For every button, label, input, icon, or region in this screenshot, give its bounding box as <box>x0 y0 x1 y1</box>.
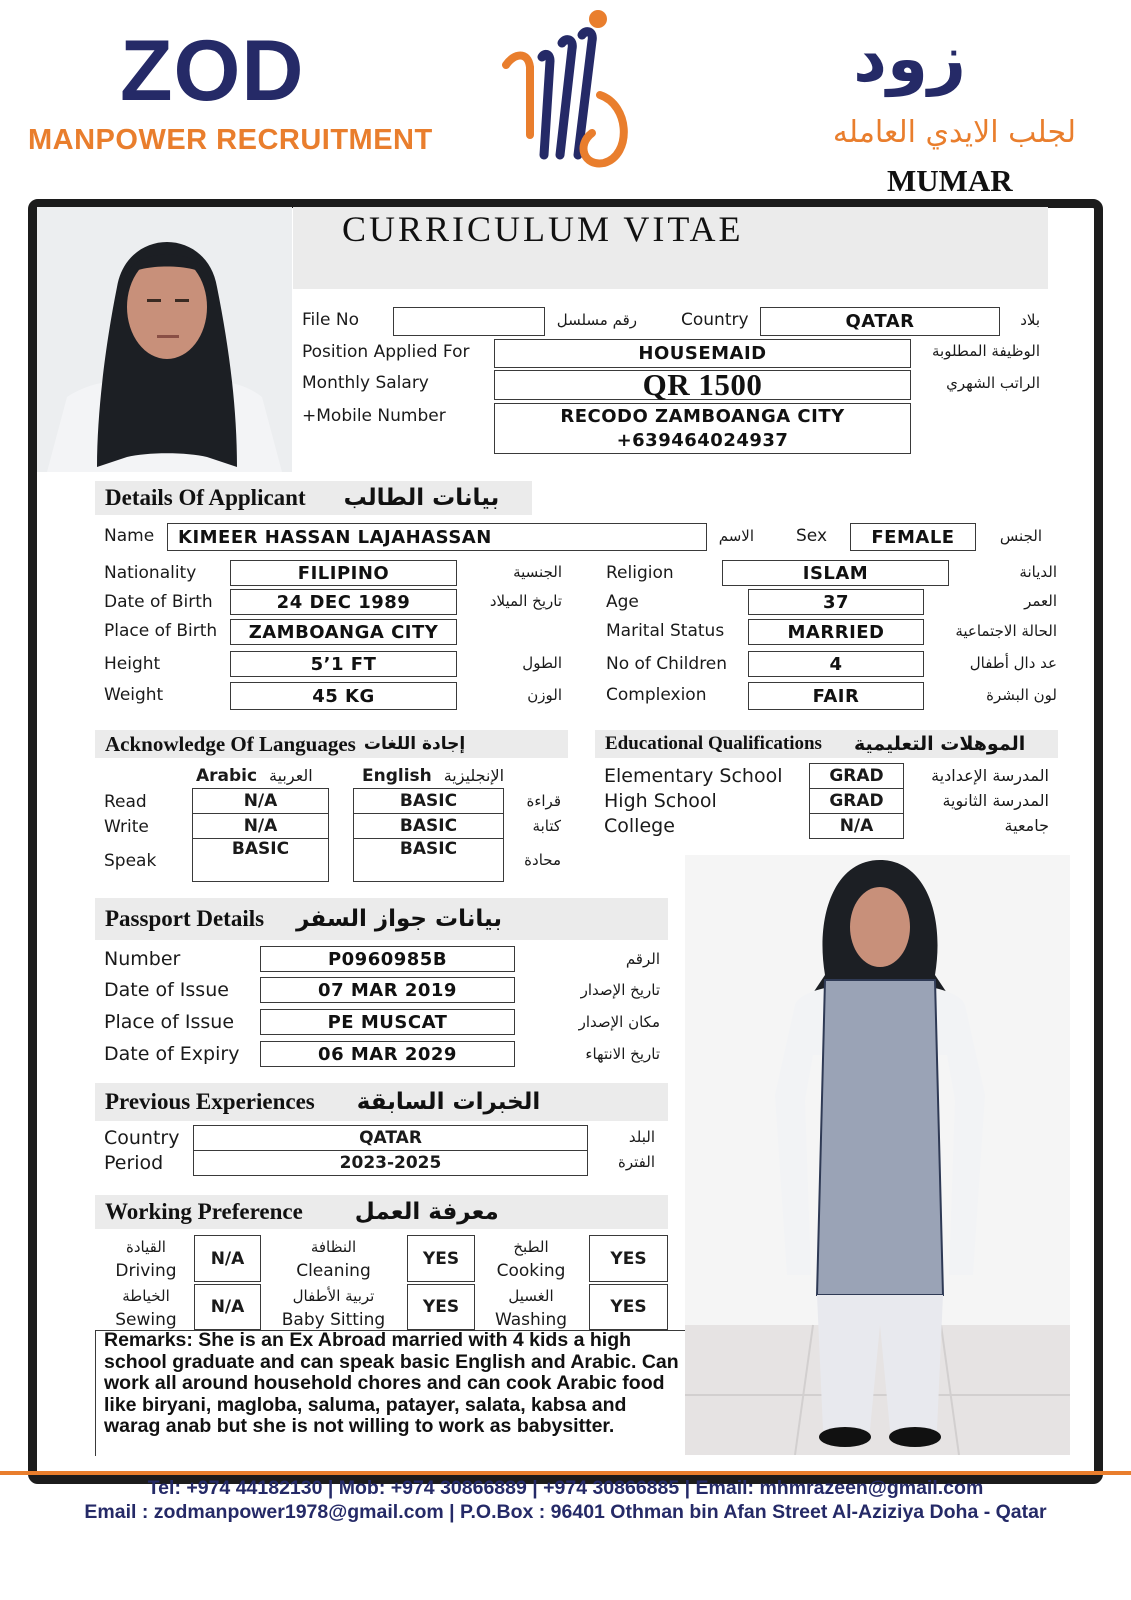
complexion-label-arabic: لون البشرة <box>986 686 1057 704</box>
experience-heading: Previous Experiences <box>105 1089 315 1114</box>
age-label-arabic: العمر <box>1024 592 1057 610</box>
applicant-section-header <box>95 481 532 515</box>
birthplace-label: Place of Birth <box>104 621 218 641</box>
footer-contact-line: Tel: +974 44182130 | Mob: +974 30866889 | +974 30866885 | Email: mhmrazeen@gmail.com <box>147 1477 984 1499</box>
experience-section-header <box>95 1083 668 1121</box>
name-label: Name <box>104 526 155 546</box>
experience-country-label: Country <box>104 1127 180 1149</box>
weight-label: Weight <box>104 685 164 705</box>
elementary-label: Elementary School <box>604 765 783 787</box>
experience-country-label-arabic: البلد <box>628 1128 655 1146</box>
college-label-arabic: جامعية <box>1004 816 1049 835</box>
cooking-value: YES <box>589 1235 668 1282</box>
country-label-arabic: بلاد <box>1020 311 1040 329</box>
experience-period-label-arabic: الفترة <box>618 1153 655 1171</box>
sex-label: Sex <box>796 526 828 546</box>
brand-name: ZOD <box>120 23 305 119</box>
arabic-col-label-arabic: العربية <box>269 766 313 785</box>
passport-section-header <box>95 898 668 940</box>
english-speak-value: BASIC <box>399 839 458 859</box>
weight-label-arabic: الوزن <box>527 686 562 704</box>
preference-heading-arabic: معرفة العمل <box>354 1199 499 1225</box>
nationality-field: FILIPINO <box>230 560 457 586</box>
speak-label: Speak <box>104 851 157 871</box>
arabic-speak-value: BASIC <box>231 839 290 859</box>
mobile-address: RECODO ZAMBOANGA CITY <box>560 405 845 427</box>
issue-date-field: 07 MAR 2019 <box>260 977 515 1003</box>
languages-section-header <box>95 730 568 758</box>
file-no-label: File No <box>302 310 359 330</box>
sex-field: FEMALE <box>850 523 976 551</box>
languages-heading: Acknowledge Of Languages <box>105 731 356 756</box>
name-label-arabic: الاسم <box>718 527 754 545</box>
brand-name-arabic: زود <box>853 20 966 97</box>
issue-date-label: Date of Issue <box>104 979 229 1001</box>
salary-label: Monthly Salary <box>302 373 429 393</box>
position-field: HOUSEMAID <box>494 339 911 368</box>
age-field: 37 <box>748 589 924 615</box>
cooking-label: Cooking <box>496 1261 566 1281</box>
file-no-label-arabic: رقم مسلسل <box>556 311 637 329</box>
cleaning-value: YES <box>407 1235 475 1282</box>
height-label-arabic: الطول <box>522 654 562 672</box>
applicant-full-photo <box>685 855 1070 1455</box>
birthplace-field: ZAMBOANGA CITY <box>230 619 457 645</box>
name-field: KIMEER HASSAN LAJAHASSAN <box>167 523 707 551</box>
washing-value: YES <box>589 1284 668 1330</box>
cooking-label-arabic: الطبخ <box>513 1238 549 1256</box>
education-heading: Educational Qualifications <box>605 733 822 754</box>
preference-section-header <box>95 1195 668 1229</box>
position-label-arabic: الوظيفة المطلوبة <box>932 342 1040 360</box>
elementary-value: GRAD <box>810 764 903 789</box>
preference-heading: Working Preference <box>105 1199 303 1224</box>
footer-divider <box>0 1471 1131 1475</box>
english-col-label-arabic: الإنجليزية <box>443 766 505 785</box>
religion-field: ISLAM <box>722 560 949 586</box>
agent-name: MUMAR <box>887 163 1013 198</box>
complexion-label: Complexion <box>606 685 707 705</box>
salary-field: QR 1500 <box>494 370 911 400</box>
weight-field: 45 KG <box>230 682 457 710</box>
issue-place-label-arabic: مكان الإصدار <box>578 1013 660 1031</box>
children-label-arabic: عد دال أطفال <box>969 654 1057 672</box>
passport-number-label: Number <box>104 948 181 970</box>
children-field: 4 <box>748 651 924 677</box>
sewing-label: Sewing <box>115 1310 177 1330</box>
position-label: Position Applied For <box>302 342 470 362</box>
english-write-value: BASIC <box>354 814 503 839</box>
complexion-field: FAIR <box>748 682 924 710</box>
write-label-arabic: كتابة <box>532 817 561 835</box>
washing-label-arabic: الغسيل <box>508 1287 554 1305</box>
footer-address-line: Email : zodmanpower1978@gmail.com | P.O.Box : 96401 Othman bin Afan Street Al-Aziziya Doha - Qatar <box>84 1501 1047 1523</box>
driving-label-arabic: القيادة <box>126 1238 166 1256</box>
expiry-date-field: 06 MAR 2029 <box>260 1041 515 1067</box>
dob-field: 24 DEC 1989 <box>230 589 457 615</box>
height-field: 5’1 FT <box>230 651 457 677</box>
speak-label-arabic: محادة <box>524 851 561 869</box>
education-section-header <box>595 730 1058 758</box>
country-label: Country <box>681 310 749 330</box>
experience-period-label: Period <box>104 1152 164 1174</box>
driving-label: Driving <box>115 1261 177 1281</box>
children-label: No of Children <box>606 654 728 674</box>
applicant-portrait-photo <box>37 207 292 472</box>
expiry-date-label-arabic: تاريخ الانتهاء <box>585 1045 660 1063</box>
sewing-label-arabic: الخياطة <box>122 1287 170 1305</box>
write-label: Write <box>104 817 149 837</box>
nationality-label: Nationality <box>104 563 197 583</box>
education-heading-arabic: الموهلات التعليمية <box>853 733 1026 755</box>
babysitting-label: Baby Sitting <box>281 1310 386 1330</box>
applicant-heading-arabic: بيانات الطالب <box>343 485 500 511</box>
passport-number-label-arabic: الرقم <box>625 950 660 968</box>
file-no-field <box>393 307 545 336</box>
height-label: Height <box>104 654 161 674</box>
experience-period-value: 2023-2025 <box>339 1152 442 1173</box>
issue-place-label: Place of Issue <box>104 1011 235 1033</box>
country-field: QATAR <box>760 307 1000 336</box>
mobile-label: +Mobile Number <box>302 406 446 426</box>
college-value: N/A <box>839 815 874 836</box>
driving-value: N/A <box>194 1235 261 1282</box>
babysitting-value: YES <box>407 1284 475 1330</box>
marital-field: MARRIED <box>748 619 924 645</box>
expiry-date-label: Date of Expiry <box>104 1043 240 1065</box>
dob-label: Date of Birth <box>104 592 213 612</box>
issue-date-label-arabic: تاريخ الإصدار <box>580 981 660 999</box>
cleaning-label: Cleaning <box>296 1261 371 1281</box>
languages-col-english <box>362 766 504 786</box>
highschool-label-arabic: المدرسة الثانوية <box>942 791 1049 810</box>
religion-label: Religion <box>606 563 674 583</box>
nationality-label-arabic: الجنسية <box>513 563 562 581</box>
read-label-arabic: قراءة <box>526 792 561 810</box>
arabic-read-value: N/A <box>193 789 328 814</box>
religion-label-arabic: الديانة <box>1019 563 1057 581</box>
brand-tagline: MANPOWER RECRUITMENT <box>28 124 433 156</box>
languages-heading-arabic: إجادة اللغات <box>363 734 466 754</box>
elementary-label-arabic: المدرسة الإعدادية <box>931 766 1049 785</box>
page-title: CURRICULUM VITAE <box>342 209 744 249</box>
english-col-label: English <box>362 766 432 786</box>
mobile-field <box>494 403 911 454</box>
arabic-skill-table <box>192 788 329 882</box>
remarks-text: Remarks: She is an Ex Abroad married with 4 kids a high school graduate and can speak basic English and Arabic. Can work all around household chores and can cook Arabic food like biryani, magloba, saluma, patayer, salata, kabsa and warag anab but she is not willing to work as babysitter. <box>104 1330 679 1437</box>
passport-heading: Passport Details <box>105 906 265 931</box>
marital-label: Marital Status <box>606 621 725 641</box>
education-table <box>809 763 904 839</box>
cleaning-label-arabic: النظافة <box>310 1238 357 1256</box>
babysitting-label-arabic: تربية الأطفال <box>292 1287 375 1305</box>
languages-col-arabic <box>196 766 313 786</box>
arabic-write-value: N/A <box>193 814 328 839</box>
highschool-value: GRAD <box>810 789 903 814</box>
salary-label-arabic: الراتب الشهري <box>946 374 1040 392</box>
passport-number-field: P0960985B <box>260 946 515 972</box>
brand-tagline-arabic: لجلب الايدي العامله <box>832 115 1076 150</box>
english-read-value: BASIC <box>354 789 503 814</box>
english-skill-table <box>353 788 504 882</box>
experience-heading-arabic: الخبرات السابقة <box>356 1089 541 1115</box>
issue-place-field: PE MUSCAT <box>260 1009 515 1035</box>
college-label: College <box>604 815 675 837</box>
dob-label-arabic: تاريخ الميلاد <box>489 592 562 610</box>
read-label: Read <box>104 792 147 812</box>
passport-heading-arabic: بيانات جواز السفر <box>296 906 503 932</box>
sewing-value: N/A <box>194 1284 261 1330</box>
experience-table <box>193 1125 588 1176</box>
applicant-heading: Details Of Applicant <box>105 485 306 510</box>
mobile-number: +639464024937 <box>616 429 789 451</box>
highschool-label: High School <box>604 790 717 812</box>
washing-label: Washing <box>494 1310 568 1330</box>
experience-country-value: QATAR <box>194 1126 587 1151</box>
brand-logo-icon <box>500 5 640 175</box>
marital-label-arabic: الحالة الاجتماعية <box>955 622 1057 640</box>
age-label: Age <box>606 592 639 612</box>
arabic-col-label: Arabic <box>196 766 258 786</box>
sex-label-arabic: الجنس <box>999 527 1042 545</box>
